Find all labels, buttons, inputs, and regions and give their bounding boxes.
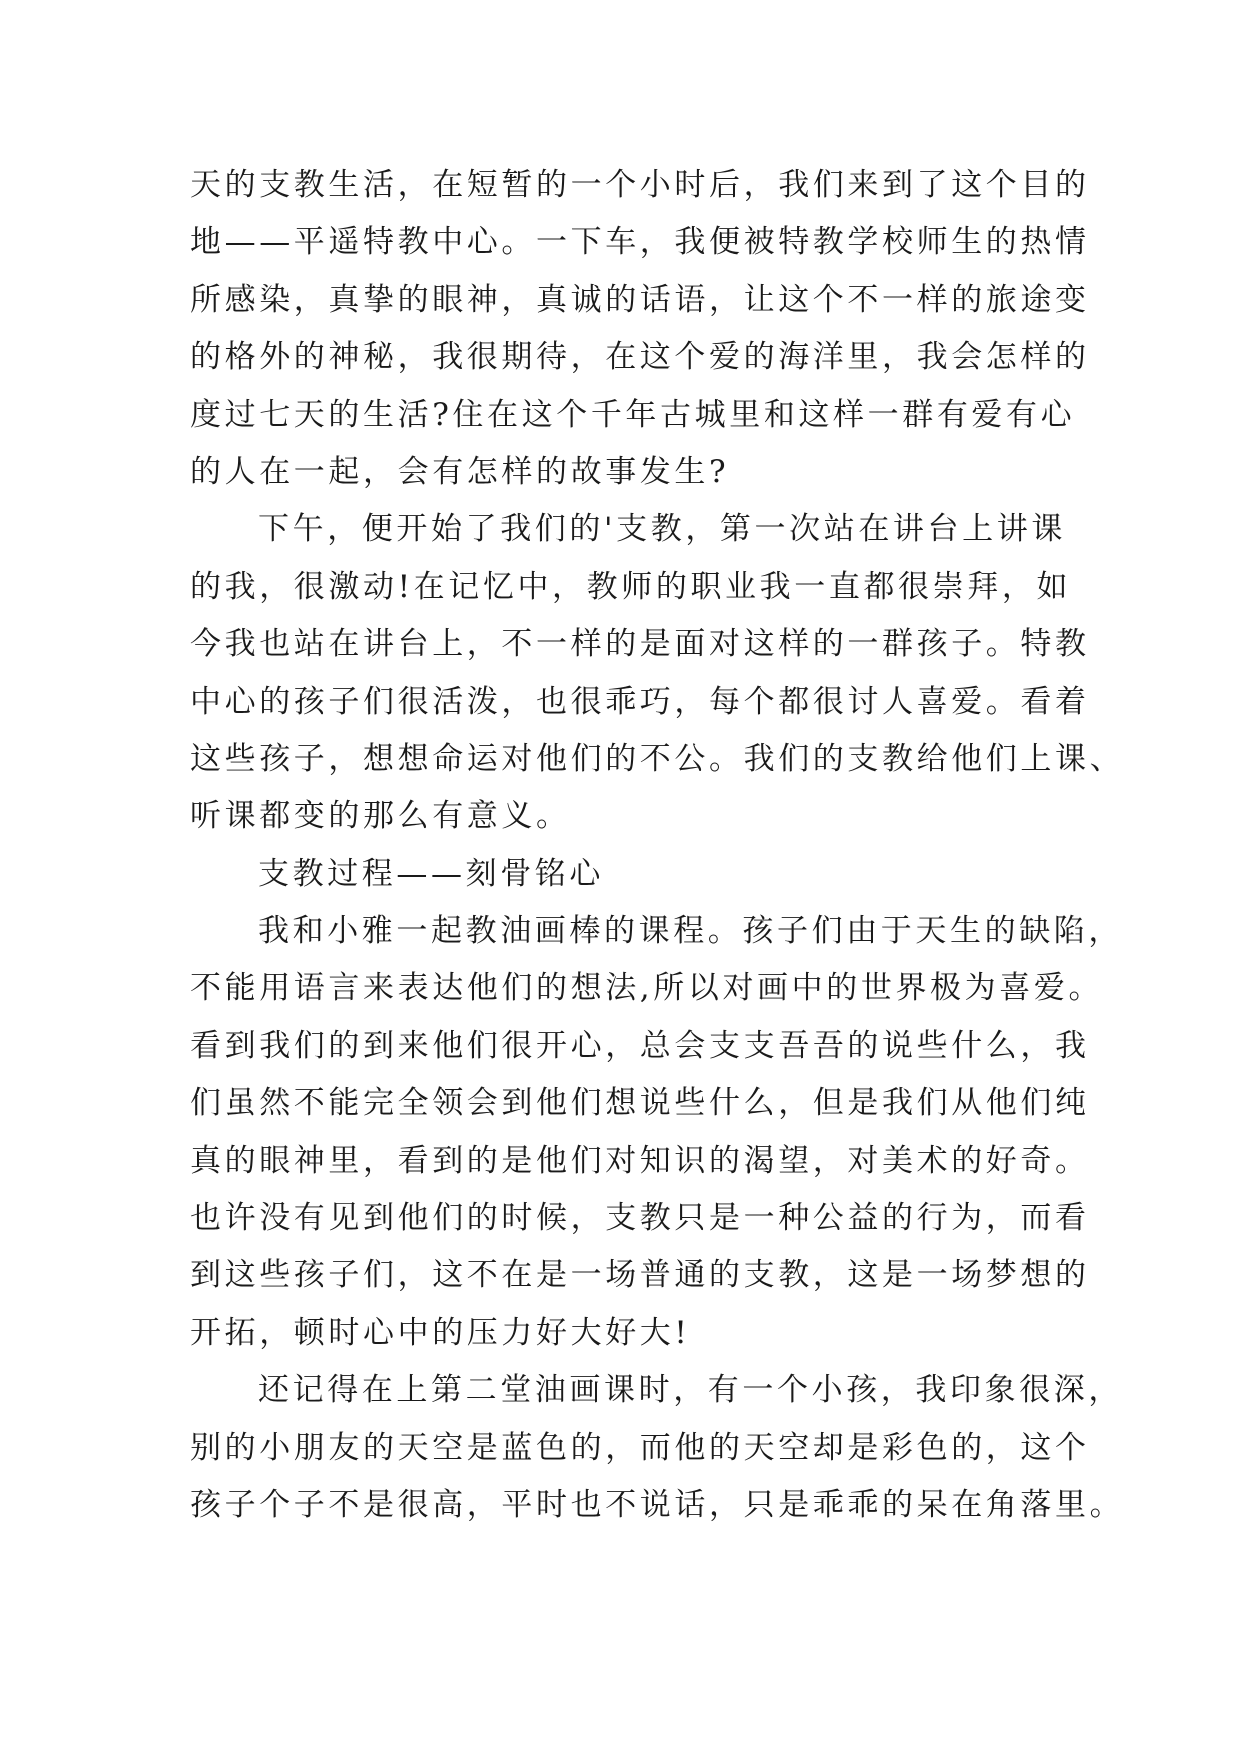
- text-line: 到这些孩子们，这不在是一场普通的支教，这是一场梦想的: [190, 1257, 1090, 1294]
- text-line: 孩子个子不是很高，平时也不说话，只是乖乖的呆在角落里。: [190, 1486, 1125, 1523]
- text-line: 我和小雅一起教油画棒的课程。孩子们由于天生的缺陷，: [258, 913, 1123, 950]
- text-line: 今我也站在讲台上，不一样的是面对这样的一群孩子。特教: [190, 626, 1090, 663]
- text-line: 也许没有见到他们的时候，支教只是一种公益的行为，而看: [190, 1200, 1090, 1237]
- text-line: 中心的孩子们很活泼，也很乖巧，每个都很讨人喜爱。看着: [190, 683, 1090, 720]
- text-line: 别的小朋友的天空是蓝色的，而他的天空却是彩色的，这个: [190, 1429, 1090, 1466]
- text-line: 地——平遥特教中心。一下车，我便被特教学校师生的热情: [190, 224, 1090, 261]
- text-line: 不能用语言来表达他们的想法,所以对画中的世界极为喜爱。: [190, 970, 1104, 1007]
- text-line: 天的支教生活，在短暂的一个小时后，我们来到了这个目的: [190, 167, 1090, 203]
- text-line: 真的眼神里，看到的是他们对知识的渴望，对美术的好奇。: [190, 1142, 1090, 1179]
- text-line: 还记得在上第二堂油画课时，有一个小孩，我印象很深，: [258, 1372, 1123, 1409]
- body-text: [190, 157, 1125, 1534]
- text-line: 的我，很激动!在记忆中，教师的职业我一直都很崇拜，如: [190, 568, 1072, 605]
- text-line: 的格外的神秘，我很期待，在这个爱的海洋里，我会怎样的: [190, 339, 1090, 376]
- text-line: 看到我们的到来他们很开心，总会支支吾吾的说些什么，我: [190, 1027, 1090, 1064]
- text-line: 度过七天的生活?住在这个千年古城里和这样一群有爱有心: [190, 396, 1076, 433]
- text-line: 们虽然不能完全领会到他们想说些什么，但是我们从他们纯: [190, 1085, 1090, 1122]
- text-line: 这些孩子，想想命运对他们的不公。我们的支教给他们上课、: [190, 740, 1125, 777]
- text-line: 开拓，顿时心中的压力好大好大!: [190, 1314, 691, 1351]
- text-line: 听课都变的那么有意义。: [190, 798, 571, 835]
- text-line: 的人在一起，会有怎样的故事发生?: [190, 453, 730, 490]
- text-line: 下午，便开始了我们的'支教，第一次站在讲台上讲课: [258, 511, 1066, 548]
- text-line: 所感染，真挚的眼神，真诚的话语，让这个不一样的旅途变: [190, 281, 1090, 318]
- text-line: 支教过程——刻骨铭心: [258, 855, 604, 892]
